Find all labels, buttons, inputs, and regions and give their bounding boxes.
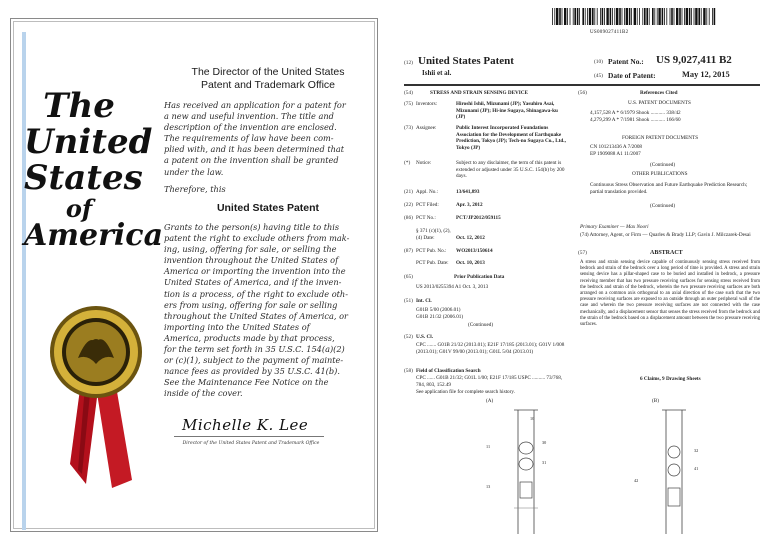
grant-line: ers from using, offering for sale or selling bbox=[164, 299, 338, 310]
grant-line: nance fees as provided by 35 U.S.C. 41(b). bbox=[164, 366, 340, 377]
us-cl-value: CPC ....... G01B 21/32 (2013.01); E21F 17/185 (2013.01); G01V 1/008 (2013.01); G01V 99/00 (2013.01); G01L 5/04 (2013.01) bbox=[416, 342, 565, 355]
signature-line bbox=[174, 436, 324, 437]
part-number: 13 bbox=[486, 484, 491, 489]
intro-line: a new and useful invention. The title and bbox=[164, 111, 334, 122]
field-code: (73) bbox=[404, 125, 413, 131]
field-code: (51) bbox=[404, 298, 413, 304]
country-word-of: of bbox=[65, 194, 93, 223]
assignee-value: Public Interest Incorporated Foundations Association for the Development of Earthquake Prediction, Tokyo (JP); Tech-no Sugaya Co., Ltd., Tokyo (JP) bbox=[456, 125, 566, 151]
int-cl-label: Int. Cl. bbox=[416, 298, 432, 304]
therefore-line: Therefore, this bbox=[164, 184, 226, 194]
pct-number: PCT/JP2012/059115 bbox=[456, 215, 501, 221]
director-heading-line-2: Patent and Trademark Office bbox=[200, 79, 336, 91]
intro-line: plied with, and it has been determined that bbox=[164, 144, 345, 155]
abstract-title: ABSTRACT bbox=[650, 250, 683, 256]
abstract-text: A stress and strain sensing device capable of continuously sensing stress received from bedrock and strain of the bedrock over a long period of time is provided. A stress and strain sensing device has a pillar-shaped case to be buried and installed in bedrock, a pressure receiving member that has two pressure receiving surfaces for sensing stress received from the bedrock and strain of the bedrock, wherein the two pressure receiving surfaces are both arranged on a common axis orthogonal to an axial direction of the case such that the two pressure receiving surfaces are exposed to an outside through an outer peripheral wall of the case and wherein the two pressure receiving surfaces are not connected with the case mechanically, and a displacement sensor that senses the stress received from the bedrock and the strain of the bedrock based on a displacement amount between the two pressure receiving surfaces. bbox=[580, 260, 760, 328]
gold-seal-with-ribbon bbox=[48, 304, 144, 490]
drawing-figure-b bbox=[644, 408, 704, 538]
grant-line: invention throughout the United States of bbox=[164, 255, 339, 266]
grant-line: Grants to the person(s) having title to this bbox=[164, 222, 340, 232]
field-of-search-value: CPC ...... G01B 21/32; G01L 1/00; E21F 17/185 USPC .......... 73/768, 784, 803, 152.49 bbox=[416, 375, 563, 388]
barcode-number: US009027411B2 bbox=[590, 30, 629, 35]
field-code: (*) bbox=[404, 160, 411, 166]
field-label: Assignee: bbox=[416, 125, 437, 131]
field-code: (87) bbox=[404, 248, 413, 254]
grant-line: America, products made by that process, bbox=[164, 332, 335, 343]
continued-note: (Continued) bbox=[650, 203, 676, 209]
country-word-united: United bbox=[24, 122, 153, 162]
patent-date: May 12, 2015 bbox=[682, 70, 730, 79]
field-code: (86) bbox=[404, 215, 413, 221]
primary-examiner: Primary Examiner — Max Noori bbox=[580, 224, 649, 230]
claims-summary: 6 Claims, 9 Drawing Sheets bbox=[640, 376, 701, 382]
field-code: (65) bbox=[404, 274, 413, 280]
field-code: (52) bbox=[404, 334, 413, 340]
patent-front-page bbox=[394, 8, 770, 540]
field-label: PCT Pub. Date: bbox=[416, 260, 449, 266]
field-code: (75) bbox=[404, 101, 413, 107]
signature-caption: Director of the United States Patent and Trademark Office bbox=[182, 441, 320, 446]
figure-label: (B) bbox=[652, 398, 659, 404]
country-word-states: States bbox=[24, 158, 143, 198]
field-code: (58) bbox=[404, 368, 413, 374]
field-code: (12) bbox=[404, 60, 413, 66]
us-docs-title: U.S. PATENT DOCUMENTS bbox=[628, 100, 691, 106]
field-of-search-label: Field of Classification Search bbox=[416, 368, 481, 374]
field-code: (54) bbox=[404, 90, 413, 96]
grant-line: inside of the cover. bbox=[164, 388, 243, 399]
field-label: Notice: bbox=[416, 160, 432, 166]
part-number: 10 bbox=[530, 416, 535, 421]
pct-filed-date: Apr. 3, 2012 bbox=[456, 202, 483, 208]
grant-line: importing into the United States of bbox=[164, 321, 310, 332]
grant-line: patent the right to exclude others from mak- bbox=[164, 233, 350, 244]
intro-line: description of the invention are enclosed. bbox=[164, 122, 337, 133]
certificate-page bbox=[4, 8, 384, 540]
grant-line: United States of America, and if the inven- bbox=[164, 277, 342, 288]
references-title: References Cited bbox=[640, 90, 678, 96]
country-word-the: The bbox=[43, 86, 115, 126]
inventor-short: Ishii et al. bbox=[422, 69, 452, 77]
search-history-note: See application file for complete search history. bbox=[416, 389, 515, 395]
field-code: (56) bbox=[578, 90, 587, 96]
part-number: 31 bbox=[542, 460, 547, 465]
barcode bbox=[550, 8, 720, 26]
part-number: 41 bbox=[694, 466, 699, 471]
intro-line: a patent on the invention shall be granted bbox=[164, 155, 339, 166]
figure-label: (A) bbox=[486, 398, 494, 404]
intro-line: Has received an application for a patent for bbox=[164, 100, 346, 110]
field-label: PCT Filed: bbox=[416, 202, 439, 208]
intro-line: under the law. bbox=[164, 166, 224, 177]
application-number: 13/641,893 bbox=[456, 189, 480, 195]
us-cl-label: U.S. Cl. bbox=[416, 334, 434, 340]
pct-pub-date: Oct. 10, 2013 bbox=[456, 260, 485, 266]
patent-number-label: Patent No.: bbox=[608, 57, 644, 66]
field-code: (22) bbox=[404, 202, 413, 208]
part-number: 42 bbox=[634, 478, 639, 483]
director-signature: Michelle K. Lee bbox=[182, 416, 309, 434]
inventors-value: Hiroshi Ishii, Mizunami (JP); Yasuhiro Asai, Mizunami (JP); Hi-ine Sugaya, Shinagawa-ku (JP) bbox=[456, 101, 558, 121]
grant-paragraph bbox=[164, 222, 374, 400]
invention-title: STRESS AND STRAIN SENSING DEVICE bbox=[430, 90, 529, 96]
grant-line: tion is a process, of the right to exclude oth- bbox=[164, 288, 348, 299]
other-pubs-value: Continuous Stress Observation and Future Earthquake Prediction Research; partial translation provided. bbox=[590, 182, 748, 195]
patent-number: US 9,027,411 B2 bbox=[656, 54, 732, 66]
field-label: Appl. No.: bbox=[416, 189, 439, 195]
field-code: (57) bbox=[578, 250, 587, 256]
field-label: PCT No.: bbox=[416, 215, 436, 221]
foreign-docs-title: FOREIGN PATENT DOCUMENTS bbox=[622, 135, 699, 141]
patent-date-label: Date of Patent: bbox=[608, 71, 656, 80]
us-doc-row: 4,157,528 A * 6/1979 Shook ........... 338/42 bbox=[590, 110, 681, 116]
pct-pub-number: WO2013/150614 bbox=[456, 248, 493, 254]
country-word-america: America bbox=[24, 218, 164, 253]
director-heading-line-1: The Director of the United States bbox=[191, 66, 345, 78]
part-number: 11 bbox=[486, 444, 491, 449]
attorney: (74) Attorney, Agent, or Firm — Quarles & Brady LLP; Gavin J. Milczarek-Desai bbox=[580, 232, 751, 238]
continued-note: (Continued) bbox=[468, 322, 494, 328]
field-label: § 371 (c)(1), (2), (4) Date: bbox=[416, 228, 451, 241]
grant-line: America or importing the invention into the bbox=[164, 266, 346, 277]
field-label: Inventors: bbox=[416, 101, 438, 107]
header-rule bbox=[404, 84, 760, 86]
intro-line: The requirements of law have been com- bbox=[164, 133, 334, 144]
prior-publication-title: Prior Publication Data bbox=[454, 274, 505, 280]
notice-value: Subject to any disclaimer, the term of this patent is extended or adjusted under 35 U.S.C. 154(b) by 200 days. bbox=[456, 160, 565, 180]
grant-line: See the Maintenance Fee Notice on the bbox=[164, 377, 329, 388]
drawing-figure-a bbox=[494, 408, 564, 538]
grant-line: or (c)(1), subject to the payment of mainte- bbox=[164, 355, 344, 366]
intro-paragraph bbox=[164, 100, 374, 178]
int-cl-value: G01B 21/32 (2006.01) bbox=[416, 314, 464, 320]
section-371-date: Oct. 12, 2012 bbox=[456, 235, 485, 241]
grant-line: throughout the United States of America, or bbox=[164, 310, 348, 321]
prior-publication-value: US 2013/0255394 A1 Oct. 3, 2013 bbox=[416, 284, 489, 290]
field-label: PCT Pub. No.: bbox=[416, 248, 447, 254]
field-code: (21) bbox=[404, 189, 413, 195]
foreign-doc-row: EP 1909088 A1 11/2007 bbox=[590, 151, 641, 157]
continued-note: (Continued) bbox=[650, 162, 676, 168]
certificate-title: United States Patent bbox=[216, 202, 320, 214]
grant-line: ing, using, offering for sale, or selling the bbox=[164, 244, 337, 255]
field-code: (10) bbox=[594, 59, 603, 65]
other-pubs-title: OTHER PUBLICATIONS bbox=[632, 171, 688, 177]
part-number: 30 bbox=[542, 440, 547, 445]
part-number: 32 bbox=[694, 448, 699, 453]
field-code: (45) bbox=[594, 73, 603, 79]
int-cl-value: G01B 5/00 (2006.01) bbox=[416, 307, 461, 313]
us-doc-row: 4,279,299 A * 7/1981 Shook ........... 166/60 bbox=[590, 117, 681, 123]
foreign-doc-row: CN 101213436 A 7/2008 bbox=[590, 144, 643, 150]
document-type: United States Patent bbox=[418, 55, 514, 67]
grant-line: for the term set forth in 35 U.S.C. 154(a)(2) bbox=[164, 344, 345, 355]
